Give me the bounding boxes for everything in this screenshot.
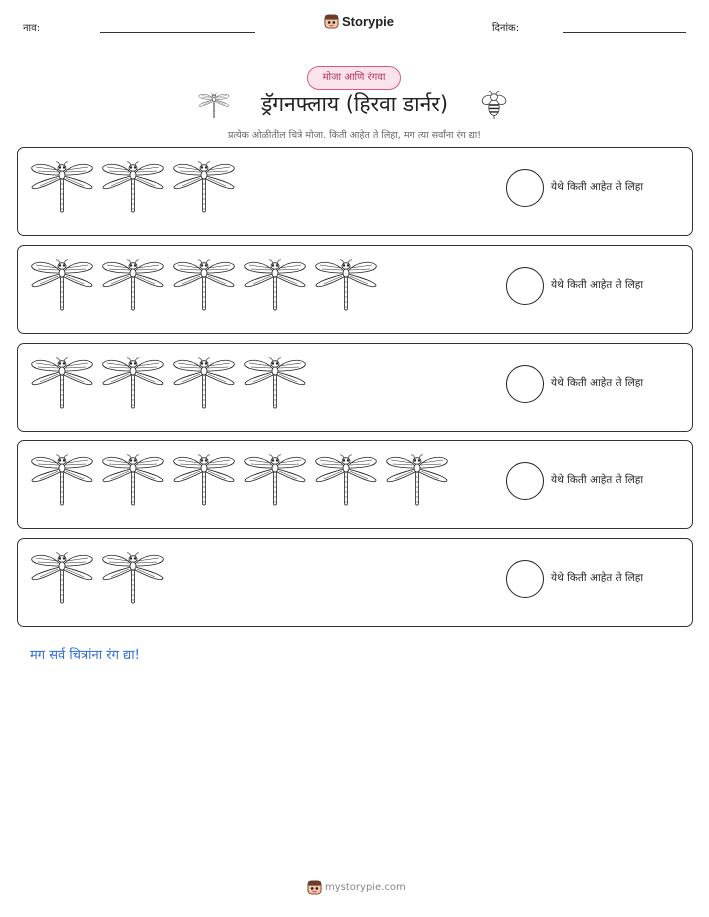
brand-logo bbox=[324, 14, 394, 29]
dragonfly-icon bbox=[314, 453, 378, 507]
dragonfly-icon bbox=[101, 453, 165, 507]
dragonfly-icon bbox=[101, 160, 165, 214]
counting-row bbox=[17, 538, 693, 627]
dragonfly-icon bbox=[30, 258, 94, 312]
footer-note: मग सर्व चित्रांना रंग द्या! bbox=[30, 648, 140, 663]
answer-label: येथे किती आहेत ते लिहा bbox=[551, 376, 644, 389]
site-url: mystorypie.com bbox=[325, 882, 406, 893]
dragonfly-icon bbox=[243, 258, 307, 312]
storypie-mascot-icon bbox=[307, 880, 322, 895]
counting-row bbox=[17, 440, 693, 529]
date-label: दिनांक: bbox=[492, 23, 520, 34]
storypie-mascot-icon bbox=[324, 14, 339, 29]
answer-label: येथे किती आहेत ते लिहा bbox=[551, 278, 644, 291]
answer-circle[interactable] bbox=[506, 169, 544, 207]
date-line[interactable] bbox=[563, 32, 686, 33]
dragonfly-icon bbox=[243, 453, 307, 507]
brand-name: Storypie bbox=[342, 14, 395, 29]
dragonfly-icon bbox=[101, 551, 165, 605]
answer-circle[interactable] bbox=[506, 365, 544, 403]
activity-badge: मोजा आणि रंगवा bbox=[307, 66, 401, 90]
name-line[interactable] bbox=[100, 32, 255, 33]
dragonfly-icon bbox=[243, 356, 307, 410]
answer-circle[interactable] bbox=[506, 267, 544, 305]
site-footer bbox=[307, 880, 406, 895]
dragonfly-icon bbox=[172, 356, 236, 410]
dragonfly-icon bbox=[385, 453, 449, 507]
dragonfly-icon bbox=[172, 258, 236, 312]
name-label: नाव: bbox=[23, 23, 41, 34]
answer-circle[interactable] bbox=[506, 560, 544, 598]
dragonfly-icon bbox=[101, 258, 165, 312]
dragonfly-icon bbox=[30, 551, 94, 605]
answer-label: येथे किती आहेत ते लिहा bbox=[551, 181, 644, 193]
counting-row bbox=[17, 245, 693, 334]
answer-label: येथे किती आहेत ते लिहा bbox=[551, 572, 644, 584]
dragonfly-icon bbox=[30, 453, 94, 507]
dragonfly-icon bbox=[172, 453, 236, 507]
answer-label: येथे किती आहेत ते लिहा bbox=[551, 474, 644, 487]
bee-icon bbox=[481, 90, 507, 120]
dragonfly-icon bbox=[30, 160, 94, 214]
dragonfly-icon bbox=[30, 356, 94, 410]
counting-row bbox=[17, 147, 693, 236]
instructions-text: प्रत्येक ओळीतील चित्रे मोजा. किती आहेत ते लिहा, मग त्या सर्वांना रंग द्या! bbox=[227, 130, 482, 141]
dragonfly-icon bbox=[101, 356, 165, 410]
counting-row bbox=[17, 343, 693, 432]
page-title: ड्रॅगनफ्लाय (हिरवा डार्नर) bbox=[260, 92, 449, 116]
answer-circle[interactable] bbox=[506, 462, 544, 500]
dragonfly-icon bbox=[314, 258, 378, 312]
dragonfly-icon bbox=[172, 160, 236, 214]
